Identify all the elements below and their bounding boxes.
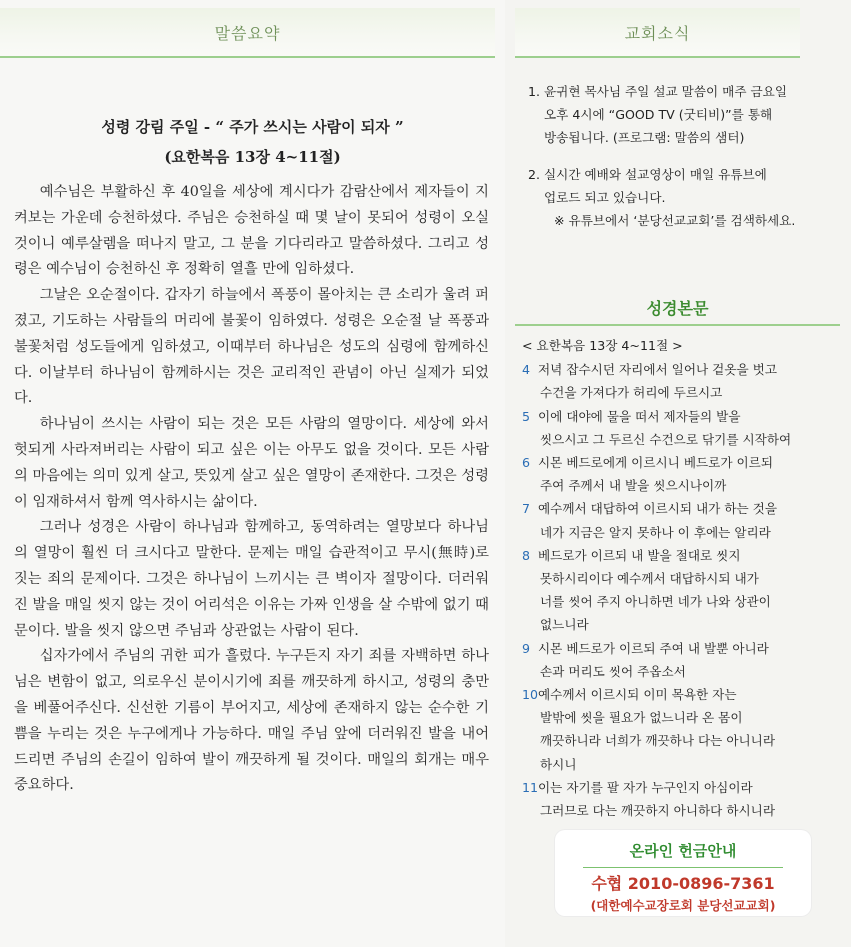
verse-list: [522, 358, 840, 822]
verse-line: 손과 머리도 씻어 주옵소서: [540, 663, 686, 679]
verse-line: 저녁 잡수시던 자리에서 일어나 겉옷을 벗고: [538, 362, 777, 378]
verse-line: 이는 자기를 팔 자가 누구인지 아심이라: [538, 779, 753, 795]
sermon-paragraph: 그날은 오순절이다. 갑자기 하늘에서 폭풍이 몰아치는 큰 소리가 울려 퍼졌고, 기도하는 사람들의 머리에 불꽃이 임하였다. 성령은 오순절 날 폭풍과 불꽃처럼 성도들에게 임하셨고, 이때부터 하나님은 성도의 심령에 함께하신다. 이날부터 하나님이 함께하시는 것은 교리적인 관념이 아닌 실제가 되었다.: [14, 287, 489, 407]
sermon-title: 성령 강림 주일 - “ 주가 쓰시는 사람이 되자 ”: [101, 118, 404, 136]
verse-number: 11: [522, 779, 539, 795]
verse-line: 없느니라: [540, 617, 589, 633]
offering-divider: [583, 867, 783, 868]
online-offering-box: [555, 830, 811, 916]
verse-line: 베드로가 이르되 내 발을 절대로 씻지: [538, 547, 741, 563]
sermon-reference: (요한복음 13장 4~11절): [164, 148, 341, 166]
scripture-divider: [515, 324, 840, 326]
verse-line: 그러므로 다는 깨끗하지 아니하다 하시니라: [540, 803, 775, 819]
news-line: 실시간 예배와 설교영상이 매일 유튜브에: [544, 167, 767, 182]
sermon-paragraph: 예수님은 부활하신 후 40일을 세상에 계시다가 감람산에서 제자들이 지켜보는 가운데 승천하셨다. 주님은 승천하실 때 몇 날이 못되어 성령이 오실 것이니 예루살렘을 떠나지 말고, 그 분을 기다리라고 말씀하셨다. 그리고 성령은 예수님이 승천하신 후 정확히 열흘 만에 임하셨다.: [14, 184, 489, 278]
verse-line: 네가 지금은 알지 못하나 이 후에는 알리라: [540, 524, 771, 540]
offering-title: 온라인 헌금안내: [629, 842, 737, 860]
news-line: 업로드 되고 있습니다.: [544, 190, 666, 205]
verse-line: 너를 씻어 주지 아니하면 네가 나와 상관이: [540, 594, 771, 610]
verse: [522, 683, 840, 776]
sermon-paragraph: 십자가에서 주님의 귀한 피가 흘렀다. 누구든지 자기 죄를 자백하면 하나님은 변함이 없고, 의로우신 분이시기에 죄를 깨끗하게 하시고, 성령의 충만을 베풀어주신다. 신선한 기름이 부어지고, 세상에 존재하지 않는 순수한 기쁨을 누리는 것은 누구에게나 가능하다. 매일 주님 앞에 더러워진 발을 내어드리면 주님의 손길이 임하여 발이 깨끗하게 될 것이다. 매일의 회개는 매우 중요하다.: [14, 648, 489, 794]
verse-number: 7: [522, 501, 531, 517]
verse: [522, 637, 840, 683]
news-item-number: 1.: [528, 84, 541, 99]
verse-line: 못하시리이다 예수께서 대답하시되 내가: [540, 571, 759, 587]
youtube-search-note: ※ 유튜브에서 ‘분당선교교회’를 검색하세요.: [554, 213, 796, 228]
verse-line: 시몬 베드로가 이르되 주여 내 발뿐 아니라: [538, 640, 769, 656]
verse: [522, 405, 840, 451]
verse-number: 6: [522, 455, 531, 471]
verse-number: 5: [522, 408, 531, 424]
sermon-body: [14, 180, 489, 799]
news-item-number: 2.: [528, 167, 541, 182]
verse-line: 씻으시고 그 두르신 수건으로 닦기를 시작하여: [540, 431, 792, 447]
church-news-list: [528, 80, 828, 246]
verse-line: 예수께서 이르시되 이미 목욕한 자는: [538, 687, 737, 703]
verse-line: 깨끗하니라 너희가 깨끗하나 다는 아니니라: [540, 733, 775, 749]
verse: [522, 497, 840, 543]
verse-number: 9: [522, 640, 531, 656]
verse: [522, 544, 840, 637]
verse-line: 주여 주께서 내 발을 씻으시나이까: [540, 478, 727, 494]
verse-line: 시몬 베드로에게 이르시니 베드로가 이르되: [538, 455, 773, 471]
offering-account-holder: (대한예수교장로회 분당선교교회): [590, 898, 776, 913]
sermon-summary-header: 말씀요약: [0, 8, 495, 58]
news-line: 오후 4시에 “GOOD TV (굿티비)”를 통해: [544, 107, 773, 122]
verse-number: 4: [522, 362, 531, 378]
news-item: [528, 163, 828, 232]
sermon-paragraph: 그러나 성경은 사람이 하나님과 함께하고, 동역하려는 열망보다 하나님의 열망이 훨씬 더 크시다고 말한다. 문제는 매일 습관적이고 무시(無時)로 짓는 죄의 문제이다. 그것은 하나님이 느끼시는 큰 벽이자 절망이다. 더러워진 발을 매일 씻지 않는 것이 어리석은 이유는 가짜 인생을 살 수밖에 없기 때문이다. 발을 씻지 않으면 주님과 상관없는 사람이 된다.: [14, 519, 489, 639]
scripture-text: [522, 334, 840, 822]
scripture-heading: 성경본문: [646, 299, 709, 318]
sermon-paragraph: 하나님이 쓰시는 사람이 되는 것은 모든 사람의 열망이다. 세상에 와서 헛되게 사라져버리는 사람이 되고 싶은 이는 아무도 없을 것이다. 모든 사람의 마음에는 의미 있게 살고, 뜻있게 살고 싶은 열망이 존재한다. 그것은 성령이 임재하셔서 함께 역사하시는 삶이다.: [14, 416, 489, 510]
news-line: 방송됩니다. (프로그램: 말씀의 샘터): [544, 130, 745, 145]
verse: [522, 358, 840, 404]
church-news-header: 교회소식: [515, 8, 800, 58]
verse-line: 하시니: [540, 756, 577, 772]
verse: [522, 451, 840, 497]
verse-line: 발밖에 씻을 필요가 없느니라 온 몸이: [540, 710, 743, 726]
verse-line: 예수께서 대답하여 이르시되 내가 하는 것을: [538, 501, 777, 517]
verse-number: 8: [522, 547, 531, 563]
news-item: [528, 80, 828, 149]
verse-line: 이에 대야에 물을 떠서 제자들의 발을: [538, 408, 741, 424]
scripture-reference: < 요한복음 13장 4~11절 >: [522, 338, 683, 353]
verse-line: 수건을 가져다가 허리에 두르시고: [540, 385, 723, 401]
news-line: 윤귀현 목사님 주일 설교 말씀이 매주 금요일: [544, 84, 787, 99]
verse: [522, 776, 840, 822]
verse-number: 10: [522, 687, 539, 703]
offering-account-number: 수협 2010-0896-7361: [591, 874, 775, 893]
